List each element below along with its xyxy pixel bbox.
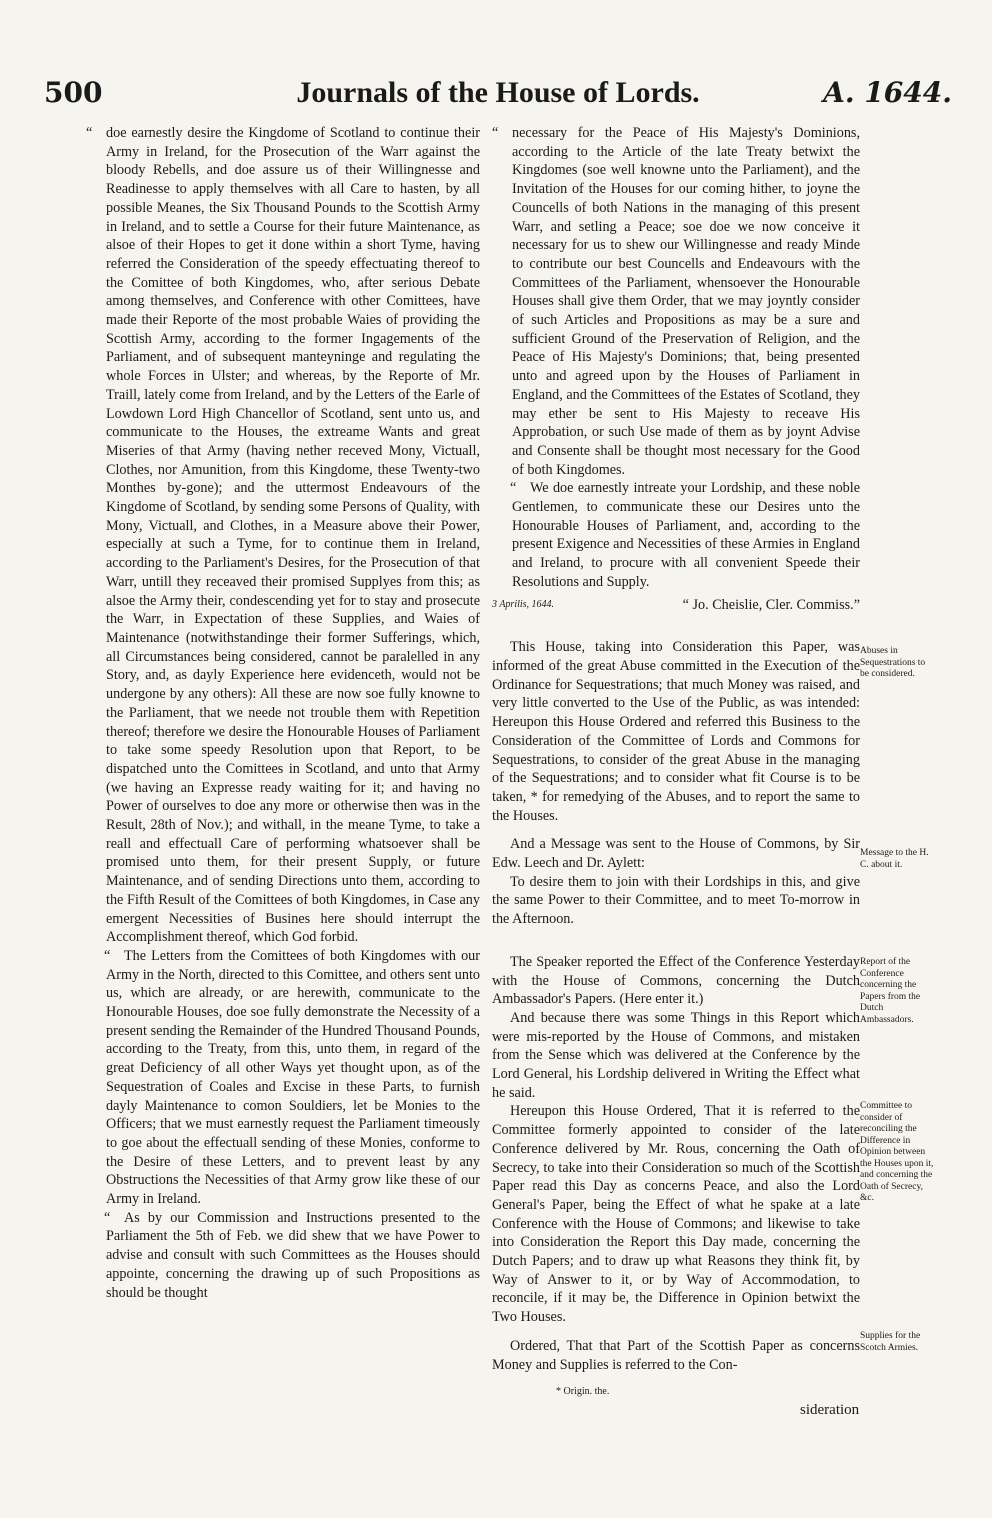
- right-column: [492, 124, 860, 1374]
- page-number: 500: [44, 76, 103, 109]
- margin-note-supplies: Supplies for the Scotch Armies.: [860, 1331, 921, 1353]
- signature: “ Jo. Cheislie, Cler. Commiss.”: [682, 596, 860, 613]
- paragraph-message: And a Message was sent to the House of Commons, by Sir Edw. Leech and Dr. Aylett:: [492, 836, 860, 872]
- footnote: * Origin. the.: [556, 1386, 610, 1397]
- quoted-paragraph: “ doe earnestly desire the Kingdome of Scotland to continue their Army in Ireland, for the Prosecution of the Warr against the bloody Rebells, and doe assure us of their Willingnesse and Readinesse to apply themselves with all Care to hasten, by all possible Meanes, the Six Thousand Pounds to the Scottish Army in Ireland, and to settle a Course for their future Maintenance, as alsoe of their Hopes to get it done within a short Tyme, having referred the Consideration of the speedy effectuating thereof to the Comittee of both Kingdomes, who, after serious Debate among themselves, and Conference with other Comittees, have made their Reporte of the most probable Waies of providing the Scottish Army, according to the former Ingagements of the Parliament, and of subsequent manteyninge and regulating the whole Forces in Ulster; and whereas, by the Reporte of Mr. Traill, lately come from Ireland, and by the Letters of the Earle of Lowdown Lord High Chancellor of Scotland, sent unto us, and communicate to the Houses, the extreame Wants and great Miseries of that Army (having nether receved Mony, Victuall, Clothes, nor Amunition, from this Kingdome, these Twenty-two Monthes by-gone); and the uttermost Endeavours of the Kingdome of Scotland, by sending some Persons of Quality, with Mony, Victuall, and Clothes, in a Measure above their Power, especially at such a Tyme, for to continue them in Ireland, according to the Parliament's Desires, for the Prosecution of that Warr, untill they receaved their promised Supplyes from this; as alsoe the Army their, condescending yet for to stay and prosecute the Warr, in Expectation of these Supplies, and Waies of Maintenance (notwithstandinge their former Sufferings, which, all Circumstances being considered, cannot be paralelled in any Story, and, as dayly Experience here evidenceth, would not be undergone by any others): All these are now soe fully knowne to the Parliament, that we neede not trouble them with Repetition thereof; therefore we desire the Honourable Houses of Parliament to take some speedy Resolution upon that Report, to be dispatched unto the Comittees in Scotland, and unto that Army (we having an Expresse ready waiting for it; and having no Power of ourselves to doe any more or otherwise then was in the Result, 28th of Nov.); and withall, in the meane Tyme, to take a reall and effectuall Care of performing whatsoever shall be promised unto them, for their present Supply, or future Maintenance, and of sending Directions unto them, according to the Fifth Result of the Comittees of both Kingdomes, in Case any emergent Necessities of Busines here should interrupt the Accomplishment thereof, which God forbid.: [86, 124, 480, 947]
- margin-note-abuses: Abuses in Sequestrations to be considered.: [860, 646, 926, 679]
- paragraph-supplies: Ordered, That that Part of the Scottish Paper as concerns Money and Supplies is referred to the Con-: [492, 1337, 860, 1373]
- paragraph-desire: To desire them to join with their Lordships in this, and give the same Power to their Committee, and to meet To-morrow in the Afternoon.: [492, 873, 860, 928]
- left-column: [86, 124, 480, 1302]
- quoted-paragraph: “ As by our Commission and Instructions presented to the Parliament the 5th of Feb. we did shew that we have Power to advise and consult with such Committees as the Houses should appointe, concerning the drawing up of such Propositions as should be thought: [86, 1209, 480, 1303]
- letter-date: 3 Aprilis, 1644.: [492, 598, 555, 610]
- paragraph-misreport: And because there was some Things in this Report which were mis-reported by the House of Commons, and mistaken from the Sense which was delivered at the Conference by the Lord General, his Lordship delivered in Writing the Effect what he said.: [492, 1009, 860, 1101]
- quoted-paragraph: “ We doe earnestly intreate your Lordship, and these noble Gentlemen, to communicate these our Desires unto the Honourable Houses of Parliament, and, according to the present Exigence and Necessities of these Armies in England and Ireland, to procure with all convenient Speede their Resolutions and Supply.: [492, 479, 860, 591]
- page-year: A. 1644.: [823, 76, 952, 109]
- paragraph-speaker-report: The Speaker reported the Effect of the Conference Yesterday with the House of Commons, concerning the Dutch Ambassador's Papers. (Here enter it.): [492, 953, 860, 1008]
- catchword: sideration: [800, 1402, 860, 1418]
- page-header: [44, 76, 952, 116]
- margin-note-report: Report of the Conference concerning the Papers from the Dutch Ambassadors.: [860, 957, 921, 1025]
- margin-note-message: Message to the H. C. about it.: [860, 848, 929, 870]
- paragraph-committee: Hereupon this House Ordered, That it is referred to the Committee formerly appointed to consider of the late Conference delivered by Mr. Rous, concerning the Oath of Secrecy, to take into their Consideration so much of the Scottish Paper read this Day as concerns Peace, and also the Lord General's Paper, being the Effect of what he spake at a late Conference with the House of Commons; and likewise to take into Consideration the Report this Day made, concerning the Dutch Papers; and to draw up what Reasons they think fit, by Way of Answer to it, or by Way of Accommodation, to reconcile, if it may be, the Difference in Opinion betwixt the Two Houses.: [492, 1103, 860, 1326]
- dateline: [492, 596, 860, 615]
- paragraph-sequestrations: This House, taking into Consideration this Paper, was informed of the great Abuse committed in the Execution of the Ordinance for Sequestrations; that much Money was raised, and very little converted to the Use of the Public, as was intended: Hereupon this House Ordered and referred this Business to the Consideration of the Committee of Lords and Commons for Sequestrations, to consider of the great Abuse in the managing of the Sequestrations; and to consider what fit Course is to be taken, * for remedying of the Abuses, and to report the same to the Houses.: [492, 639, 860, 824]
- running-title: Journals of the House of Lords.: [296, 76, 700, 109]
- margin-note-committee: Committee to consider of reconciling the Difference in Opinion between the Houses upon it, and concerning the Oath of Secrecy, &c.: [860, 1101, 934, 1203]
- quoted-paragraph: “ The Letters from the Comittees of both Kingdomes with our Army in the North, directed to this Comittee, and others sent unto us, which are already, or are herewith, communicate to the Honourable Houses, doe soe fully demonstrate the Necessity of a present sending the Remainder of the Hundred Thousand Pounds, according to the Treaty, from this, unto them, in regard of the great Deficiency of all other Ways yet thought upon, as of the Sequestration of Coales and Excise in these Parts, to furnish dayly Maintenance to comon Souldiers, let be Monies to the Officers; that we must earnestly request the Parliament timeously to goe about the effectuall sending of these Monies, conforme to the Desire of these Letters, and to prevent least by any Obstructions the Necessities of that Army grow like these of our Army in Ireland.: [86, 947, 480, 1209]
- quoted-paragraph: “ necessary for the Peace of His Majesty's Dominions, according to the Article of the late Treaty betwixt the Kingdomes (soe well knowne unto the Parliament), and the Invitation of the Houses for our coming hither, to joyne the Councells of both Nations in the managing of this present Warr, and setling a Peace; soe doe we now conceive it necessary for us to shew our Willingnesse and ready Minde to contribute our best Councells and Endeavours with the Committees of the Parliament, whensoever the Honourable Houses shall give them Order, that we may joyntly consider of such Articles and Propositions as may be a sure and sufficient Ground of the Preservation of Religion, and the Peace of His Majesty's Dominions; that, being presented unto and agreed upon by the Houses of Parliament in England, and the Committees of the Estates of Scotland, they may ether be sent to His Majesty to receave His Approbation, or such Use made of them as by joynt Advise and Consente shall be thought most necessary for the Good of both Kingdomes.: [492, 124, 860, 479]
